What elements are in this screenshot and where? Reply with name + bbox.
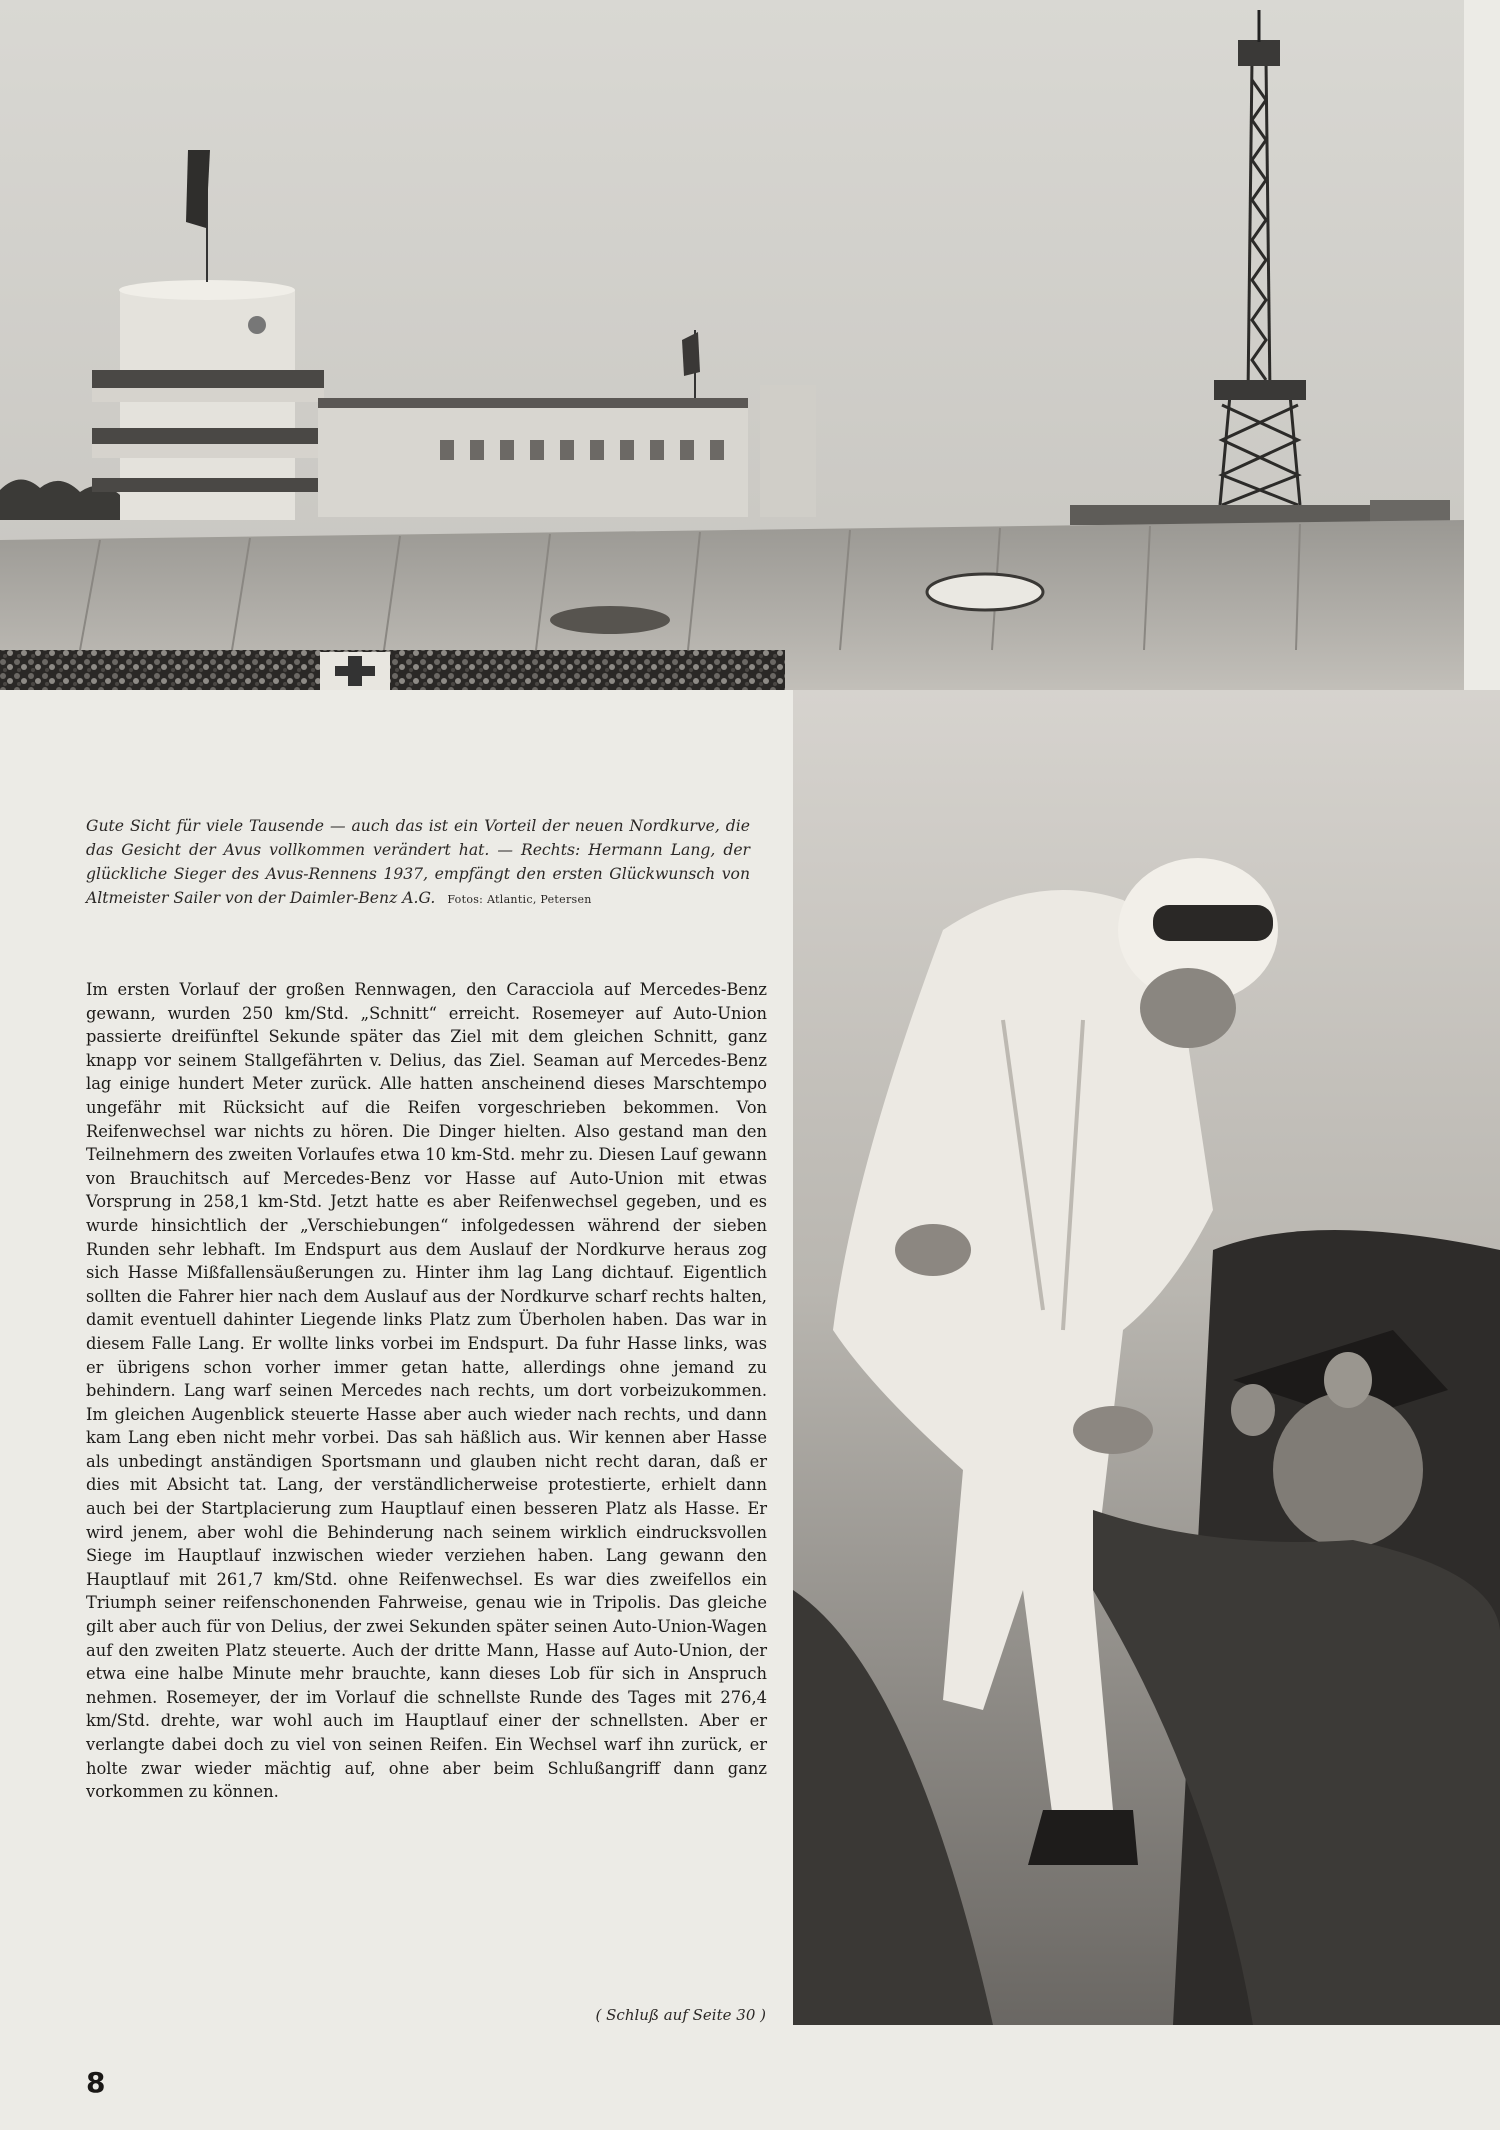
photo-caption: [86, 814, 750, 912]
continuation-note: ( Schluß auf Seite 30 ): [595, 2006, 766, 2024]
caption-text: Gute Sicht für viele Tausende — auch das ist ein Vorteil der neuen Nordkurve, die das Gesicht der Avus vollkommen verändert hat. — Rechts: Hermann Lang, der glückliche Sieger des Avus-Rennens 1937, empfängt den ersten Glückwunsch von Altmeister Sailer von der Daimler-Benz A.G.: [86, 817, 750, 907]
photo-hermann-lang: [793, 690, 1500, 2025]
photo-avus-nordkurve: [0, 0, 1464, 690]
article-body: Im ersten Vorlauf der großen Rennwagen, den Caracciola auf Mercedes-Benz gewann, wurden 250 km/Std. „Schnitt“ erreicht. Rosemeyer auf Auto-Union passierte dreifünftel Sekunde später das Ziel mit dem gleichen Schnitt, ganz knapp vor seinem Stallgefährten v. Delius, das Ziel. Seaman auf Mercedes-Benz lag einige hundert Meter zurück. Alle hatten anscheinend dieses Marschtempo ungefähr mit Rücksicht auf die Reifen vorgeschrieben bekommen. Von Reifenwechsel war nichts zu hören. Die Dinger hielten. Also gestand man den Teilnehmern des zweiten Vorlaufes etwa 10 km-Std. mehr zu. Diesen Lauf gewann von Brauchitsch auf Mercedes-Benz vor Hasse auf Auto-Union mit etwas Vorsprung in 258,1 km-Std. Jetzt hatte es aber Reifenwechsel gegeben, und es wurde hinsichtlich der „Verschiebungen“ infolgedessen während der sieben Runden sehr lebhaft. Im Endspurt aus dem Auslauf der Nordkurve heraus zog sich Hasse Mißfallensäußerungen zu. Hinter ihm lag Lang dichtauf. Eigentlich sollten die Fahrer hier nach dem Auslauf aus der Nordkurve scharf rechts halten, damit eventuell dahinter Liegende links Platz zum Überholen haben. Das war in diesem Falle Lang. Er wollte links vorbei im Endspurt. Da fuhr Hasse links, was er übrigens schon vorher immer getan hatte, allerdings ohne jemand zu behindern. Lang warf seinen Mercedes nach rechts, um dort vorbeizukommen. Im gleichen Augenblick steuerte Hasse aber auch wieder nach rechts, und dann kam Lang eben nicht mehr vorbei. Das sah häßlich aus. Wir kennen aber Hasse als unbedingt anständigen Sportsmann und glauben nicht recht daran, daß er dies mit Absicht tat. Lang, der verständlicherweise protestierte, erhielt dann auch bei der Startplacierung zum Hauptlauf einen besseren Platz als Hasse. Er wird jenem, aber wohl die Behinderung nach seinem wirklich eindrucksvollen Siege im Hauptlauf inzwischen wieder verziehen haben. Lang gewann den Hauptlauf mit 261,7 km/Std. ohne Reifenwechsel. Es war dies zweifellos ein Triumph seiner reifenschonenden Fahrweise, genau wie in Tripolis. Das gleiche gilt aber auch für von Delius, der zwei Sekunden später seinen Auto-Union-Wagen auf den zweiten Platz steuerte. Auch der dritte Mann, Hasse auf Auto-Union, der etwa eine halbe Minute mehr brauchte, kann dieses Lob für sich in Anspruch nehmen. Rosemeyer, der im Vorlauf die schnellste Runde des Tages mit 276,4 km/Std. drehte, war wohl auch im Hauptlauf einer der schnellsten. Aber er verlangte dabei doch zu viel von seinen Reifen. Ein Wechsel warf ihn zurück, er holte zwar wieder mächtig auf, ohne aber beim Schlußangriff dann ganz vorkommen zu können.: [86, 980, 767, 1802]
page-number: 8: [86, 2066, 106, 2099]
photo-credit: Fotos: Atlantic, Petersen: [447, 893, 592, 906]
